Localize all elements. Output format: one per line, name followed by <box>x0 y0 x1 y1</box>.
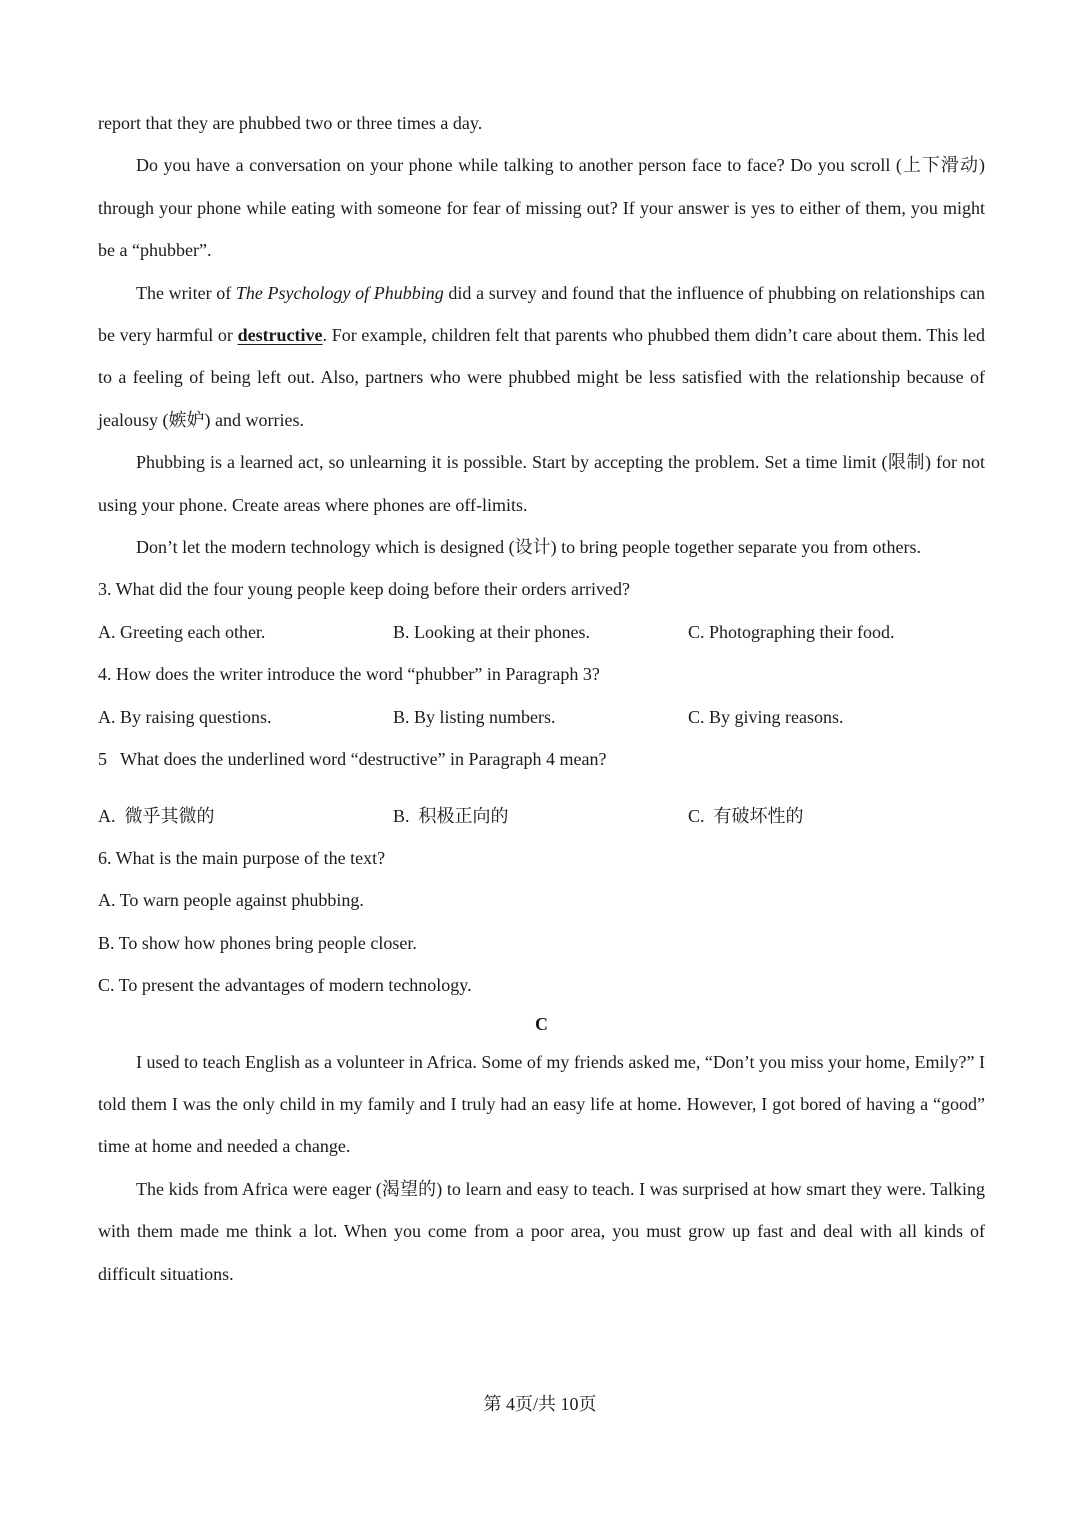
option-a: A. By raising questions. <box>98 706 272 727</box>
passage-c-paragraph-2: The kids from Africa were eager (渴望的) to learn and easy to teach. I was surprised at how smart they were. Talking with them made me think a lot. When you come from a poor area, you must grow up fast and deal with all kinds of difficult situations. <box>98 1178 985 1284</box>
passage-b-paragraph-4: The writer of The Psychology of Phubbing did a survey and found that the influence of phubbing on relationships can be very harmful or destructive. For example, children felt that parents who phubbed them didn’t care about them. This led to a feeling of being left out. Also, partners who were phubbed might be less satisfied with the relationship because of jealousy (嫉妒) and worries. <box>98 282 985 430</box>
option-a: A. 微乎其微的 <box>98 805 215 826</box>
passage-b-paragraph-3: Do you have a conversation on your phone while talking to another person face to face? Do you scroll (上下滑动) through your phone while eating with someone for fear of missing out? If your answer is yes to either of them, you might be a “phubber”. <box>98 155 985 261</box>
underlined-word: destructive <box>237 325 323 346</box>
passage-c-title: C <box>535 1013 548 1034</box>
option-c: C. Photographing their food. <box>688 621 895 642</box>
page-footer: 第 4页/共 10页 <box>483 1394 597 1414</box>
option-c: C. To present the advantages of modern technology. <box>98 975 472 996</box>
question-stem: 5 What does the underlined word “destructive” in Paragraph 4 mean? <box>98 749 607 770</box>
option-c: C. 有破坏性的 <box>688 805 804 826</box>
option-b: B. To show how phones bring people closer. <box>98 932 417 953</box>
option-b: B. By listing numbers. <box>393 706 556 727</box>
option-a: A. Greeting each other. <box>98 621 266 642</box>
book-title: The Psychology of Phubbing <box>235 282 444 303</box>
question-5 <box>98 738 985 837</box>
options-row <box>98 795 985 837</box>
question-3 <box>98 568 985 653</box>
exam-page <box>98 102 985 1295</box>
question-6 <box>98 837 985 1007</box>
passage-b-paragraph-5: Phubbing is a learned act, so unlearning it is possible. Start by accepting the problem. Set a time limit (限制) for not using your phone. Create areas where phones are off-limits. <box>98 452 985 515</box>
option-a: A. To warn people against phubbing. <box>98 890 364 911</box>
passage-c-paragraph-1: I used to teach English as a volunteer in Africa. Some of my friends asked me, “Don’t you miss your home, Emily?” I told them I was the only child in my family and I truly had an easy life at home. However, I got bored of having a “good” time at home and needed a change. <box>98 1051 985 1157</box>
options-row <box>98 611 985 653</box>
question-4 <box>98 653 985 738</box>
options-row <box>98 696 985 738</box>
option-c: C. By giving reasons. <box>688 706 844 727</box>
option-b: B. 积极正向的 <box>393 805 509 826</box>
question-stem: 6. What is the main purpose of the text? <box>98 847 386 868</box>
passage-b-paragraph-6: Don’t let the modern technology which is designed (设计) to bring people together separate you from others. <box>136 537 921 558</box>
passage-b-paragraph-end: report that they are phubbed two or three times a day. <box>98 113 483 133</box>
option-b: B. Looking at their phones. <box>393 621 590 642</box>
question-stem: 4. How does the writer introduce the word “phubber” in Paragraph 3? <box>98 664 600 685</box>
question-stem: 3. What did the four young people keep doing before their orders arrived? <box>98 579 630 600</box>
